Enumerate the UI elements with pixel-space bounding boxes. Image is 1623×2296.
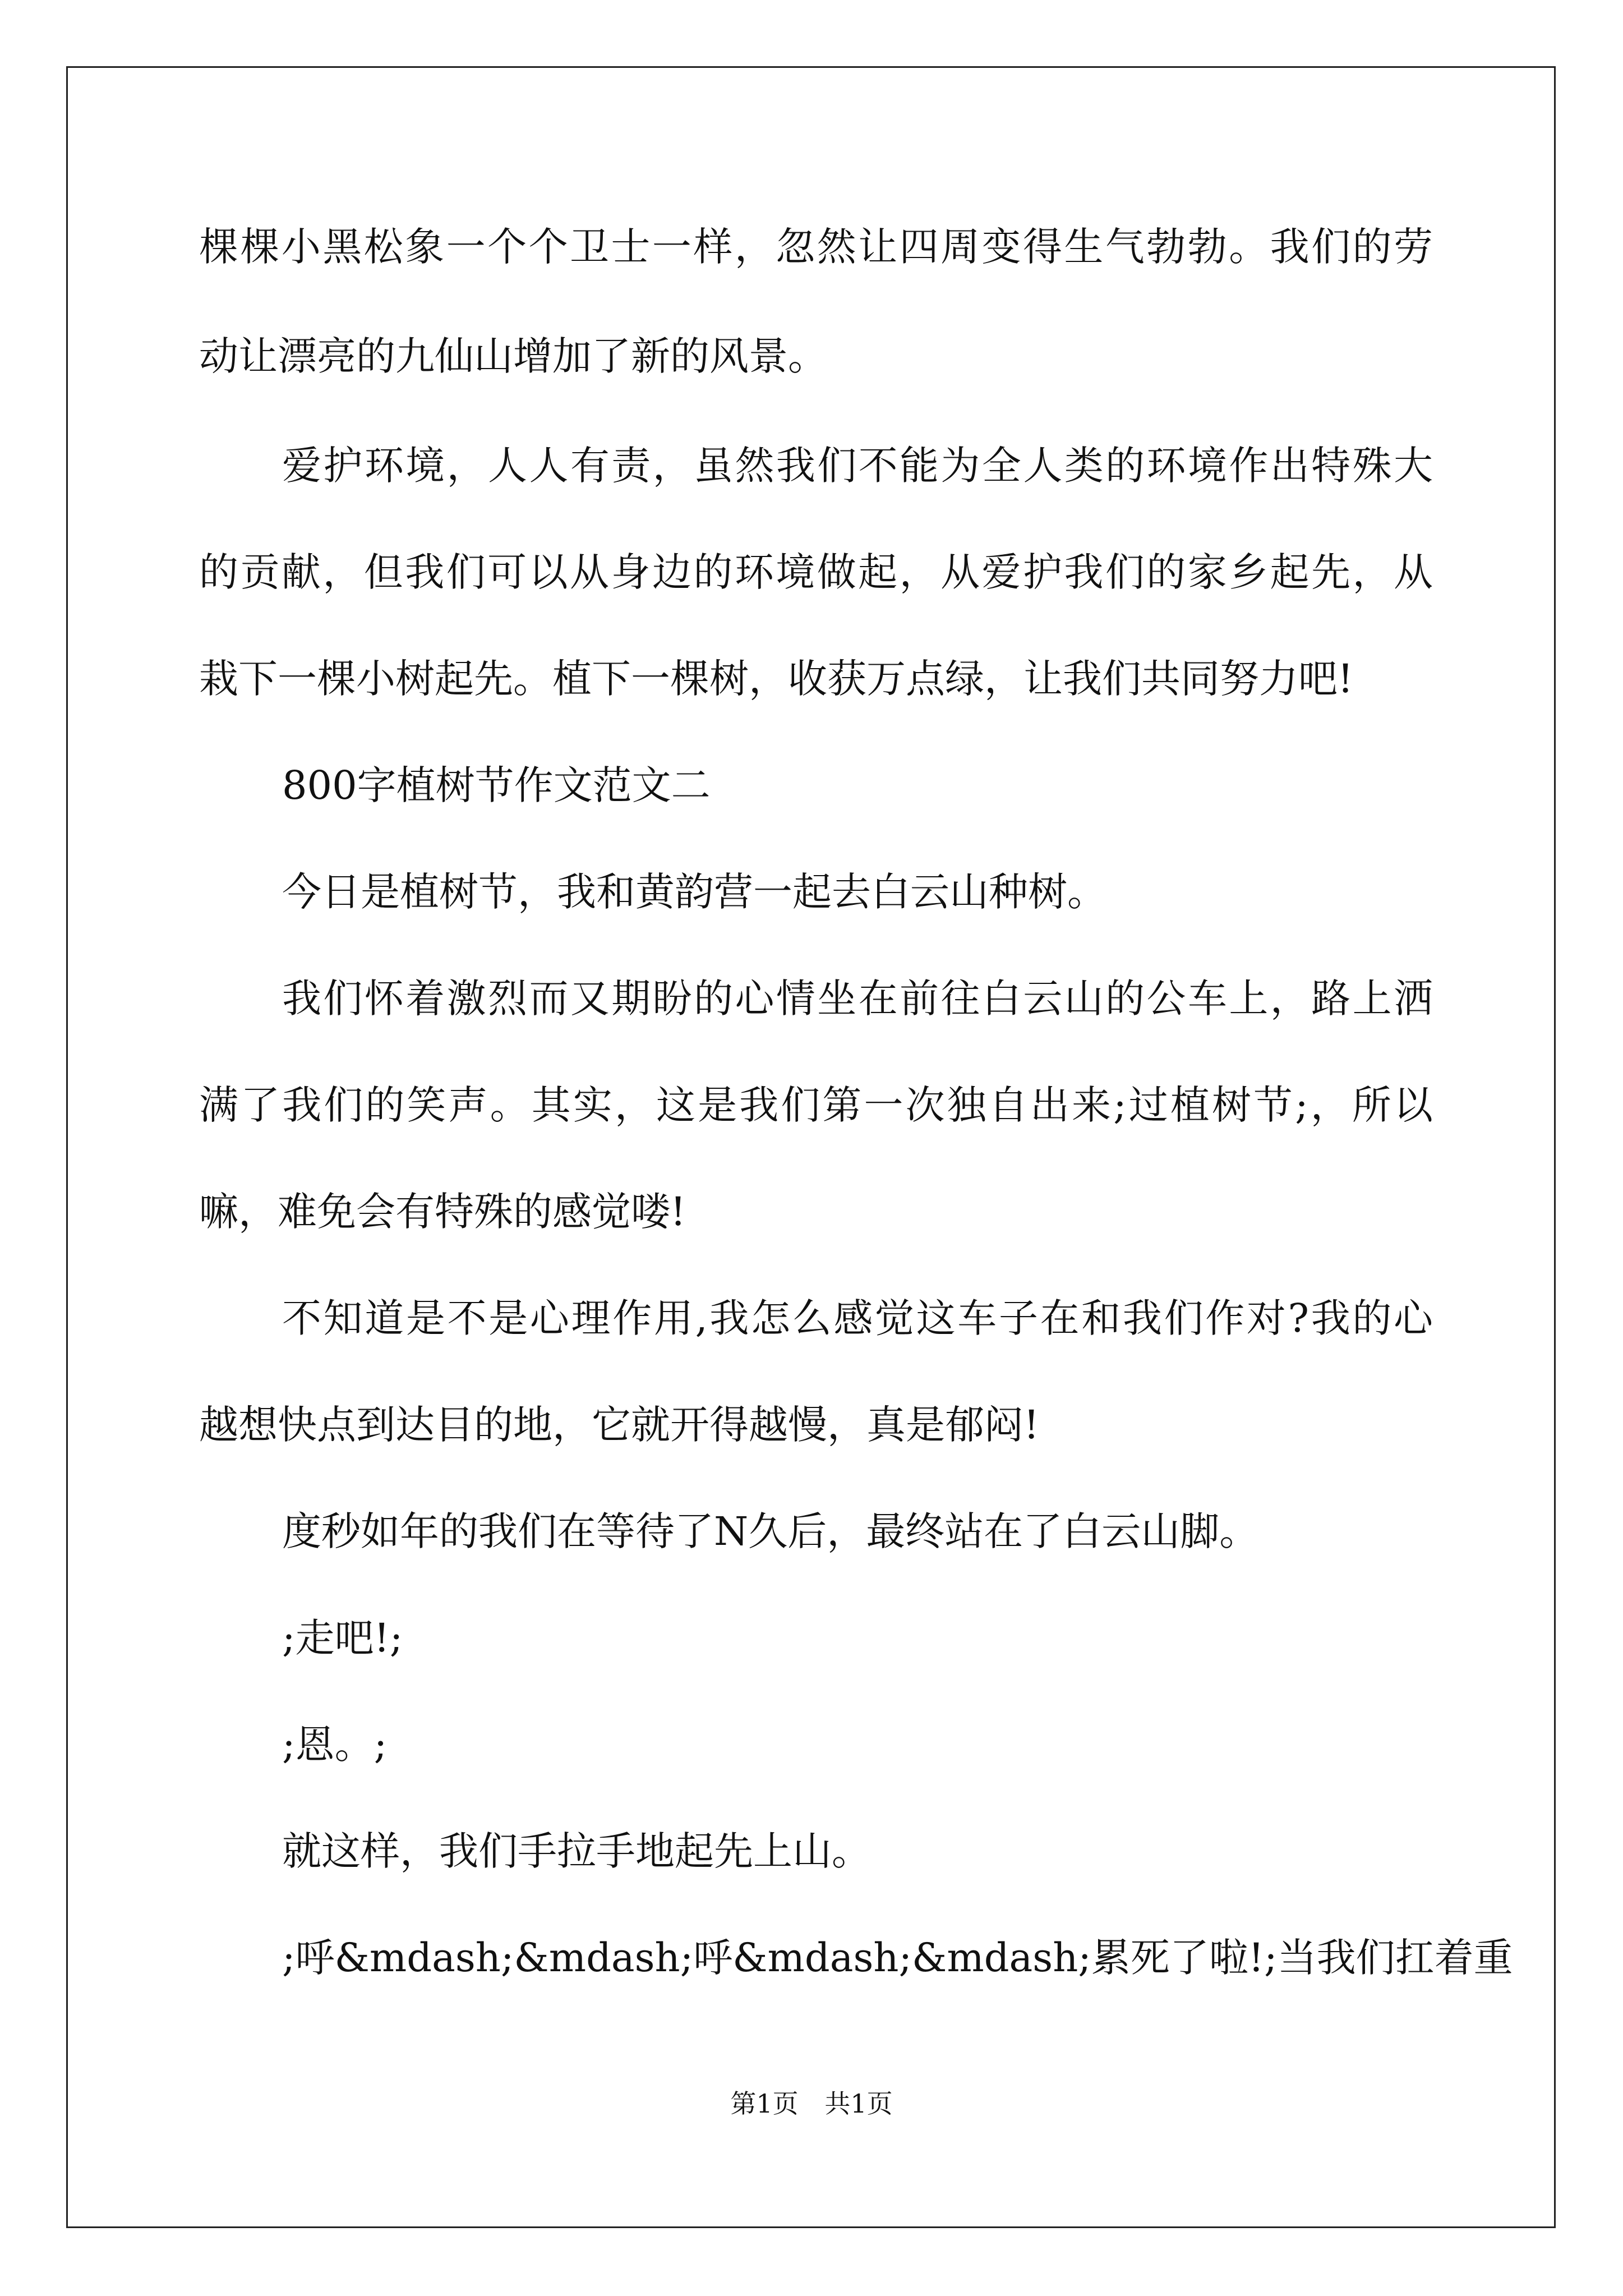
text-line: 动让漂亮的九仙山增加了新的风景。: [199, 333, 827, 379]
text-line: 爱护环境，人人有责，虽然我们不能为全人类的环境作出特殊大: [282, 443, 1433, 489]
text-line: 不知道是不是心理作用,我怎么感觉这车子在和我们作对?我的心: [282, 1295, 1433, 1341]
text-line: ;走吧!;: [282, 1615, 403, 1661]
text-line: 栽下一棵小树起先。植下一棵树，收获万点绿，让我们共同努力吧!: [199, 656, 1354, 702]
page-total: 共1页: [824, 2088, 893, 2119]
page-number: 第1页: [730, 2088, 799, 2119]
section-heading: 800字植树节作文范文二: [282, 762, 711, 808]
text-line: ;呼&mdash;&mdash;呼&mdash;&mdash;累死了啦!;当我们扛着重: [282, 1935, 1513, 1981]
text-line: 越想快点到达目的地，它就开得越慢，真是郁闷!: [199, 1402, 1040, 1448]
text-line: 我们怀着激烈而又期盼的心情坐在前往白云山的公车上，路上洒: [282, 976, 1433, 1022]
text-line: 今日是植树节，我和黄韵营一起去白云山种树。: [282, 869, 1106, 915]
page-footer: [0, 2087, 1623, 2120]
page-border: [66, 66, 1556, 2228]
text-line: 的贡献，但我们可以从身边的环境做起，从爱护我们的家乡起先，从: [199, 549, 1433, 595]
text-line: 棵棵小黑松象一个个卫士一样，忽然让四周变得生气勃勃。我们的劳: [199, 224, 1433, 270]
text-line: 嘛，难免会有特殊的感觉喽!: [199, 1189, 686, 1235]
text-line: 度秒如年的我们在等待了N久后，最终站在了白云山脚。: [282, 1508, 1259, 1554]
text-line: 就这样，我们手拉手地起先上山。: [282, 1828, 871, 1874]
text-line: ;恩。;: [282, 1722, 388, 1768]
text-line: 满了我们的笑声。其实，这是我们第一次独自出来;过植树节;，所以: [199, 1082, 1433, 1128]
